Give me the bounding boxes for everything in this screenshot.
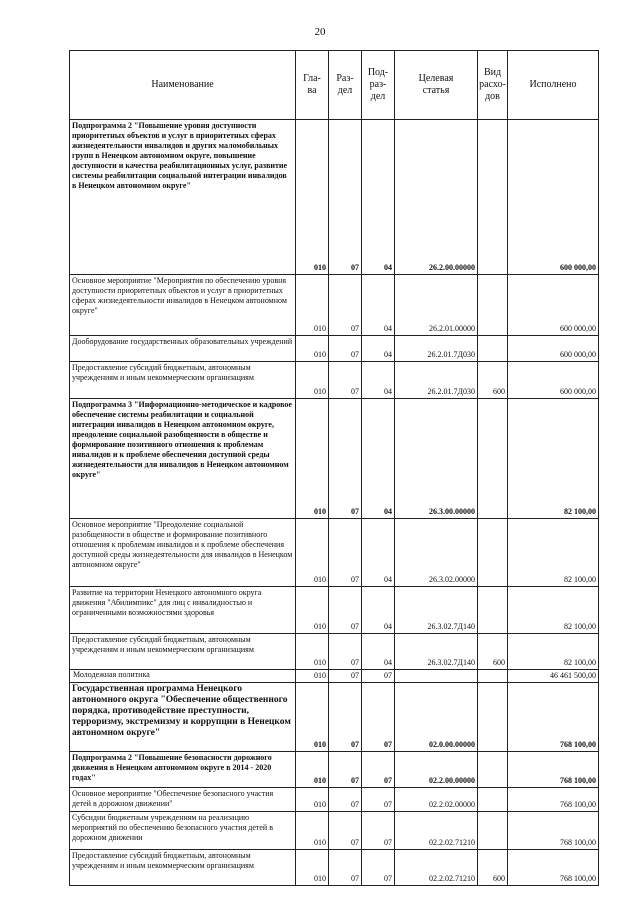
row-glava: 010 [296,587,329,634]
row-vid [478,788,508,812]
row-name: Дооборудование государственных образовательных учреждений [70,336,296,362]
row-razdel: 07 [329,752,362,788]
row-amount: 82 100,00 [508,587,599,634]
header-ispolneno-label: Исполнено [529,79,577,90]
row-vid [478,683,508,752]
row-celevaya: 26.2.00.00000 [395,120,478,275]
row-name: Государственная программа Ненецкого автономного округа "Обеспечение общественного порядка, противодействие преступности, терроризму, экстремизму и коррупции в Ненецком автономном округе" [70,683,296,752]
row-vid [478,587,508,634]
row-podrazdel: 07 [362,683,395,752]
row-glava: 010 [296,788,329,812]
row-vid [478,812,508,850]
header-razdel [329,51,362,120]
row-amount: 82 100,00 [508,519,599,587]
row-podrazdel: 07 [362,812,395,850]
header-glava [296,51,329,120]
row-celevaya: 26.3.02.7Д140 [395,587,478,634]
header-podrazdel [362,51,395,120]
row-name: Молодежная политика [70,670,296,683]
row-amount: 46 461 500,00 [508,670,599,683]
row-razdel: 07 [329,634,362,670]
row-glava: 010 [296,812,329,850]
row-podrazdel: 07 [362,850,395,886]
row-glava: 010 [296,336,329,362]
row-podrazdel: 04 [362,120,395,275]
row-amount: 600 000,00 [508,120,599,275]
row-razdel: 07 [329,362,362,399]
row-celevaya: 02.2.02.71210 [395,850,478,886]
row-podrazdel: 07 [362,752,395,788]
row-podrazdel: 04 [362,336,395,362]
header-vid-label: Вид расхо- дов [479,67,506,102]
row-razdel: 07 [329,587,362,634]
header-ispolneno [508,51,599,120]
row-celevaya: 26.3.02.00000 [395,519,478,587]
row-celevaya: 02.2.02.71210 [395,812,478,850]
row-razdel: 07 [329,850,362,886]
row-glava: 010 [296,850,329,886]
row-amount: 82 100,00 [508,399,599,519]
table-row [70,683,599,752]
row-vid: 600 [478,850,508,886]
table-row [70,788,599,812]
table-row [70,362,599,399]
table-row [70,634,599,670]
row-amount: 768 100,00 [508,850,599,886]
row-razdel: 07 [329,519,362,587]
row-amount: 768 100,00 [508,683,599,752]
row-name: Субсидии бюджетным учреждениям на реализацию мероприятий по обеспечению безопасного участия детей в дорожном движении [70,812,296,850]
table-row [70,850,599,886]
row-celevaya: 26.3.00.00000 [395,399,478,519]
row-glava: 010 [296,519,329,587]
row-glava: 010 [296,275,329,336]
row-amount: 600 000,00 [508,336,599,362]
row-name: Предоставление субсидий бюджетным, автономным учреждениям и иным некоммерческим организациям [70,634,296,670]
table-row [70,670,599,683]
row-razdel: 07 [329,336,362,362]
row-amount: 768 100,00 [508,812,599,850]
page-number: 20 [314,26,326,38]
row-name: Основное мероприятие "Обеспечение безопасного участия детей в дорожном движении" [70,788,296,812]
table-row [70,275,599,336]
row-vid [478,275,508,336]
row-celevaya: 26.2.01.7Д030 [395,362,478,399]
budget-table [69,50,599,886]
header-razdel-label: Раз- дел [336,73,354,96]
header-vid [478,51,508,120]
row-glava: 010 [296,752,329,788]
table-row [70,752,599,788]
row-podrazdel: 04 [362,587,395,634]
row-amount: 600 000,00 [508,275,599,336]
table-row [70,519,599,587]
row-podrazdel: 07 [362,670,395,683]
row-glava: 010 [296,683,329,752]
row-celevaya: 02.0.00.00000 [395,683,478,752]
row-vid [478,519,508,587]
row-name: Подпрограмма 3 "Информационно-методическое и кадровое обеспечение системы реабилитации и социальной интеграции инвалидов в Ненецком автономном округе, преодоление социальной разобщенности в обществе и формирование позитивного отношения к проблемам инвалидов и к проблеме обеспечения доступной среды жизнедеятельности для инвалидов в Ненецком автономном округе" [70,399,296,519]
header-row [70,51,599,120]
row-name: Подпрограмма 2 "Повышение безопасности дорожного движения в Ненецком автономном округе в 2014 - 2020 годах" [70,752,296,788]
row-amount: 768 100,00 [508,788,599,812]
row-podrazdel: 04 [362,275,395,336]
row-vid: 600 [478,362,508,399]
row-podrazdel: 04 [362,399,395,519]
row-name: Предоставление субсидий бюджетным, автономным учреждениям и иным некоммерческим организациям [70,362,296,399]
row-glava: 010 [296,362,329,399]
row-podrazdel: 04 [362,634,395,670]
row-name: Развитие на территории Ненецкого автономного округа движения "Абилимпикс" для лиц с инвалидностью и ограниченными возможностями здоровья [70,587,296,634]
row-amount: 82 100,00 [508,634,599,670]
header-glava-label: Гла- ва [303,73,321,96]
row-name: Основное мероприятие "Преодоление социальной разобщенности в обществе и формирование позитивного отношения к проблемам инвалидов и к проблеме обеспечения доступной среды жизнедеятельности для инвалидов в Ненецком автономном округе" [70,519,296,587]
row-vid [478,399,508,519]
table-row [70,336,599,362]
row-razdel: 07 [329,399,362,519]
row-podrazdel: 04 [362,519,395,587]
header-celevaya-label: Целевая статья [418,73,454,96]
header-celevaya [395,51,478,120]
row-glava: 010 [296,634,329,670]
table-row [70,120,599,275]
header-name-label: Наименование [151,79,214,90]
row-razdel: 07 [329,120,362,275]
table-row [70,587,599,634]
header-name [70,51,296,120]
row-glava: 010 [296,670,329,683]
row-vid [478,120,508,275]
table-row [70,399,599,519]
row-celevaya: 02.2.00.00000 [395,752,478,788]
row-name: Предоставление субсидий бюджетным, автономным учреждениям и иным некоммерческим организациям [70,850,296,886]
row-celevaya [395,670,478,683]
row-celevaya: 26.2.01.00000 [395,275,478,336]
row-name: Подпрограмма 2 "Повышение уровня доступности приоритетных объектов и услуг в приоритетных сферах жизнедеятельности инвалидов и других маломобильных групп в Ненецком автономном округе, повышение доступности и качества реабилитационных услуг, развитие системы реабилитации социальной интеграции инвалидов в Ненецком автономном округе" [70,120,296,275]
row-amount: 600 000,00 [508,362,599,399]
row-amount: 768 100,00 [508,752,599,788]
row-glava: 010 [296,120,329,275]
row-vid: 600 [478,634,508,670]
table-row [70,812,599,850]
row-vid [478,670,508,683]
row-razdel: 07 [329,812,362,850]
header-podrazdel-label: Под- раз- дел [367,67,389,102]
row-glava: 010 [296,399,329,519]
row-celevaya: 26.2.01.7Д030 [395,336,478,362]
row-vid [478,752,508,788]
row-podrazdel: 07 [362,788,395,812]
row-vid [478,336,508,362]
row-name: Основное мероприятие "Мероприятия по обеспечению уровня доступности приоритетных объектов и услуг в приоритетных сферах жизнедеятельности инвалидов в Ненецком автономном округе" [70,275,296,336]
row-celevaya: 26.3.02.7Д140 [395,634,478,670]
row-razdel: 07 [329,670,362,683]
row-razdel: 07 [329,788,362,812]
row-razdel: 07 [329,683,362,752]
row-celevaya: 02.2.02.00000 [395,788,478,812]
row-razdel: 07 [329,275,362,336]
row-podrazdel: 04 [362,362,395,399]
